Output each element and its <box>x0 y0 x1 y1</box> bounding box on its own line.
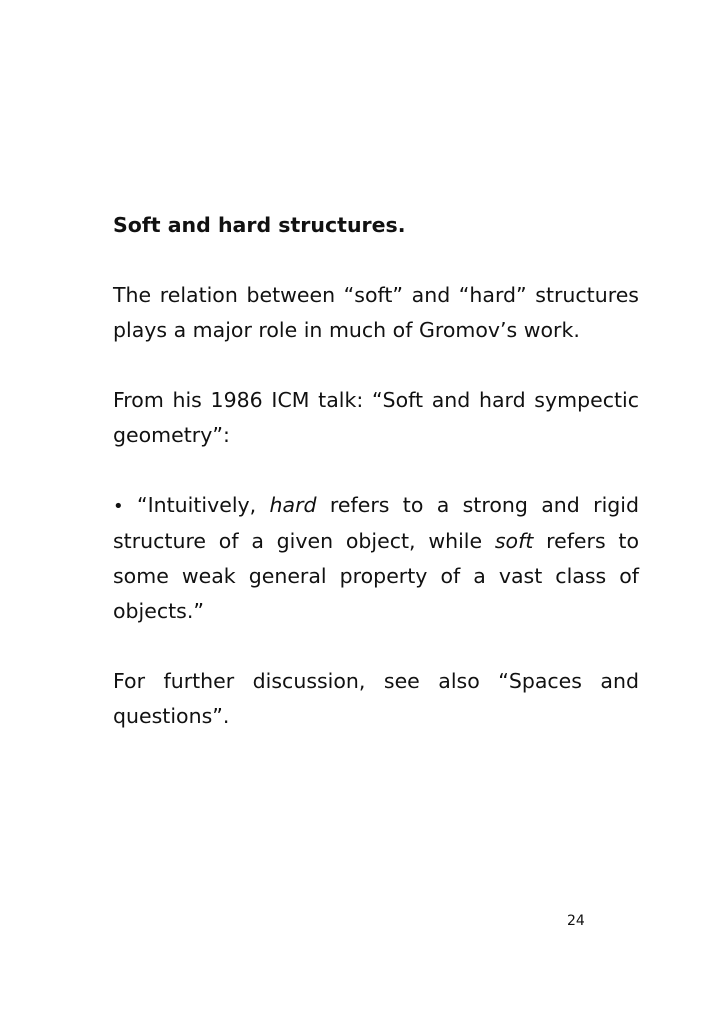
slide-heading: Soft and hard structures. <box>113 213 406 237</box>
quote-soft-emphasis: soft <box>494 529 534 553</box>
quote-text-part2: refers to a strong and rigid structure of a given object, while <box>113 493 639 553</box>
quote-text-part3: refers to some weak general property of a vast class of objects.” <box>113 529 639 623</box>
quote-hard-emphasis: hard <box>269 493 317 517</box>
page-number: 24 <box>567 913 585 929</box>
bullet-icon: • <box>113 496 124 517</box>
icm-talk-paragraph: From his 1986 ICM talk: “Soft and hard sympectic geometry”: <box>113 388 639 447</box>
slide-content <box>113 208 639 769</box>
intro-paragraph: The relation between “soft” and “hard” structures plays a major role in much of Gromov’s work. <box>113 283 639 342</box>
further-discussion-paragraph: For further discussion, see also “Spaces and questions”. <box>113 669 639 728</box>
quote-text-part1: “Intuitively, <box>123 493 270 517</box>
quote-bullet-paragraph <box>113 488 639 629</box>
